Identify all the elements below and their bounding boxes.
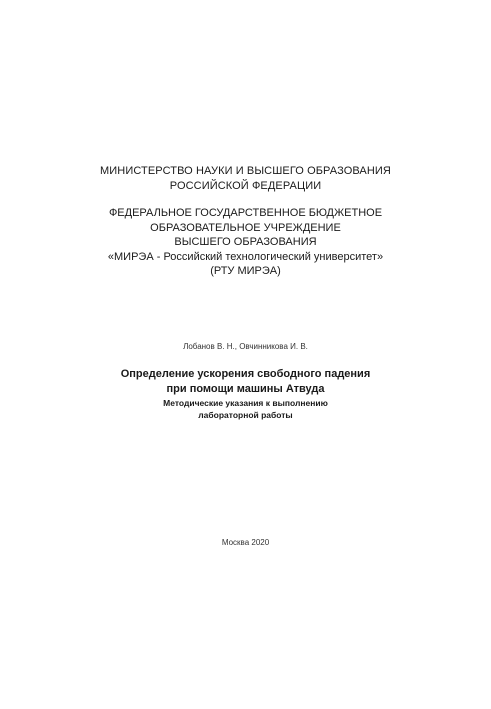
authors bbox=[0, 341, 491, 352]
institution-line: (РТУ МИРЭА) bbox=[210, 265, 281, 277]
city-year-text: Москва 2020 bbox=[221, 538, 270, 547]
ministry-line: МИНИСТЕРСТВО НАУКИ И ВЫСШЕГО ОБРАЗОВАНИЯ bbox=[100, 165, 391, 177]
institution-heading bbox=[0, 206, 491, 279]
institution-line: «МИРЭА - Российский технологический университет» bbox=[107, 250, 384, 263]
ministry-heading bbox=[0, 164, 491, 194]
city-year bbox=[0, 537, 491, 548]
institution-line: ОБРАЗОВАТЕЛЬНОЕ УЧРЕЖДЕНИЕ bbox=[150, 221, 341, 234]
subtitle-line: лабораторной работы bbox=[198, 410, 293, 420]
institution-line: ФЕДЕРАЛЬНОЕ ГОСУДАРСТВЕННОЕ БЮДЖЕТНОЕ bbox=[108, 207, 383, 219]
institution-line: ВЫСШЕГО ОБРАЗОВАНИЯ bbox=[174, 236, 317, 248]
ministry-line: РОССИЙСКОЙ ФЕДЕРАЦИИ bbox=[169, 180, 322, 192]
title-line: Определение ускорения свободного падения bbox=[120, 368, 371, 380]
subtitle-line: Методические указания к выполнению bbox=[163, 398, 328, 408]
authors-text: Лобанов В. Н., Овчинникова И. В. bbox=[183, 342, 308, 351]
document-title bbox=[0, 367, 491, 397]
document-subtitle bbox=[0, 397, 491, 421]
title-line: при помощи машины Атвуда bbox=[166, 383, 325, 395]
